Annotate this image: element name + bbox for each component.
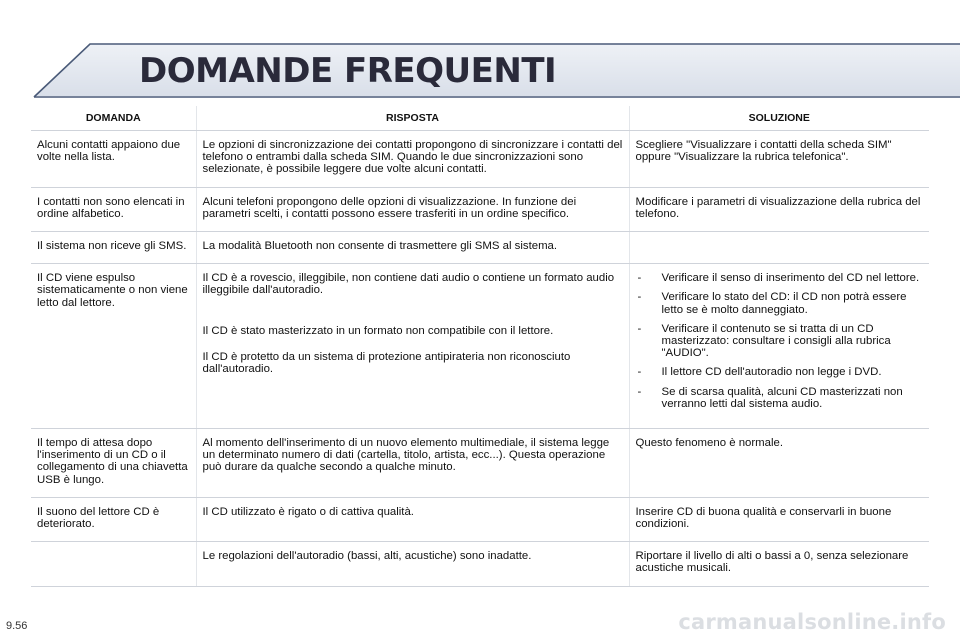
answer-cell	[196, 497, 629, 541]
solution-cell	[629, 264, 929, 429]
table-row	[31, 187, 929, 231]
table-row	[31, 497, 929, 541]
table-row	[31, 232, 929, 264]
solution-cell: Scegliere "Visualizzare i contatti della scheda SIM" oppure "Visualizzare la rubrica telefonica".	[629, 131, 929, 188]
column-header-soluzione: SOLUZIONE	[629, 106, 929, 131]
column-header-domanda: DOMANDA	[31, 106, 196, 131]
page-number: 9.56	[6, 620, 28, 632]
solution-cell: Riportare il livello di alti o bassi a 0, senza selezionare acustiche musicali.	[629, 542, 929, 586]
answer-cell	[196, 542, 629, 586]
solution-cell: Inserire CD di buona qualità e conservarli in buone condizioni.	[629, 497, 929, 541]
table-row	[31, 429, 929, 498]
answer-text: Il CD utilizzato è rigato o di cattiva qualità.	[202, 505, 414, 518]
table-row	[31, 264, 929, 429]
answer-text: Il CD è a rovescio, illeggibile, non contiene dati audio o contiene un formato audio illeggibile dall'autoradio.	[202, 272, 615, 297]
answer-cell	[196, 232, 629, 264]
answer-cell	[196, 187, 629, 231]
answer-text: Il CD è stato masterizzato in un formato non compatibile con il lettore.	[202, 324, 554, 337]
question-cell	[31, 542, 196, 586]
answer-text: La modalità Bluetooth non consente di trasmettere gli SMS al sistema.	[202, 240, 558, 253]
table-row	[31, 131, 929, 188]
faq-table	[31, 106, 929, 587]
answer-cell	[196, 131, 629, 188]
answer-text: Al momento dell'inserimento di un nuovo elemento multimediale, il sistema legge un determinato numero di dati (cartella, titolo, artista, ecc...). Questa operazione può durare da qualche secondo a qualche minuto.	[202, 437, 610, 474]
solution-list-item: - Se di scarsa qualità, alcuni CD masterizzati non verranno letti dal sistema audio.	[636, 386, 926, 410]
question-cell: Alcuni contatti appaiono due volte nella lista.	[31, 131, 196, 188]
answer-text: Le opzioni di sincronizzazione dei contatti propongono di sincronizzare i contatti del telefono o entrambi dalla scheda SIM. Quando le due sincronizzazioni sono selezionate, è possibile leggere due volte alcuni contatti.	[202, 139, 623, 176]
answer-text: Il CD è protetto da un sistema di protezione antipirateria non riconosciuto dall'autoradio.	[202, 350, 571, 376]
question-cell: I contatti non sono elencati in ordine alfabetico.	[31, 187, 196, 231]
table-header-row	[31, 106, 929, 131]
question-cell: Il tempo di attesa dopo l'inserimento di un CD o il collegamento di una chiavetta USB è lungo.	[31, 429, 196, 498]
answer-cell	[196, 429, 629, 498]
solution-list-item: - Verificare il contenuto se si tratta di un CD masterizzato: consultare i consigli alla rubrica "AUDIO".	[636, 323, 926, 360]
solution-list-item: - Verificare lo stato del CD: il CD non potrà essere letto se è molto danneggiato.	[636, 291, 926, 315]
watermark: carmanualsonline.info	[678, 610, 946, 634]
page-title: DOMANDE FREQUENTI	[139, 51, 557, 91]
solution-cell: Modificare i parametri di visualizzazione della rubrica del telefono.	[629, 187, 929, 231]
solution-list-item: - Il lettore CD dell'autoradio non legge i DVD.	[636, 366, 926, 378]
question-cell: Il suono del lettore CD è deteriorato.	[31, 497, 196, 541]
solution-cell	[629, 232, 929, 264]
answer-text: Alcuni telefoni propongono delle opzioni di visualizzazione. In funzione dei parametri scelti, i contatti possono essere trasferiti in un ordine specifico.	[202, 195, 577, 220]
solution-list	[636, 272, 926, 410]
solution-list-item: - Verificare il senso di inserimento del CD nel lettore.	[636, 272, 926, 284]
answer-text: Le regolazioni dell'autoradio (bassi, alti, acustiche) sono inadatte.	[202, 550, 532, 563]
solution-cell: Questo fenomeno è normale.	[629, 429, 929, 498]
answer-cell	[196, 264, 629, 429]
table-row	[31, 542, 929, 586]
column-header-risposta: RISPOSTA	[196, 106, 629, 131]
question-cell: Il sistema non riceve gli SMS.	[31, 232, 196, 264]
question-cell: Il CD viene espulso sistematicamente o non viene letto dal lettore.	[31, 264, 196, 429]
